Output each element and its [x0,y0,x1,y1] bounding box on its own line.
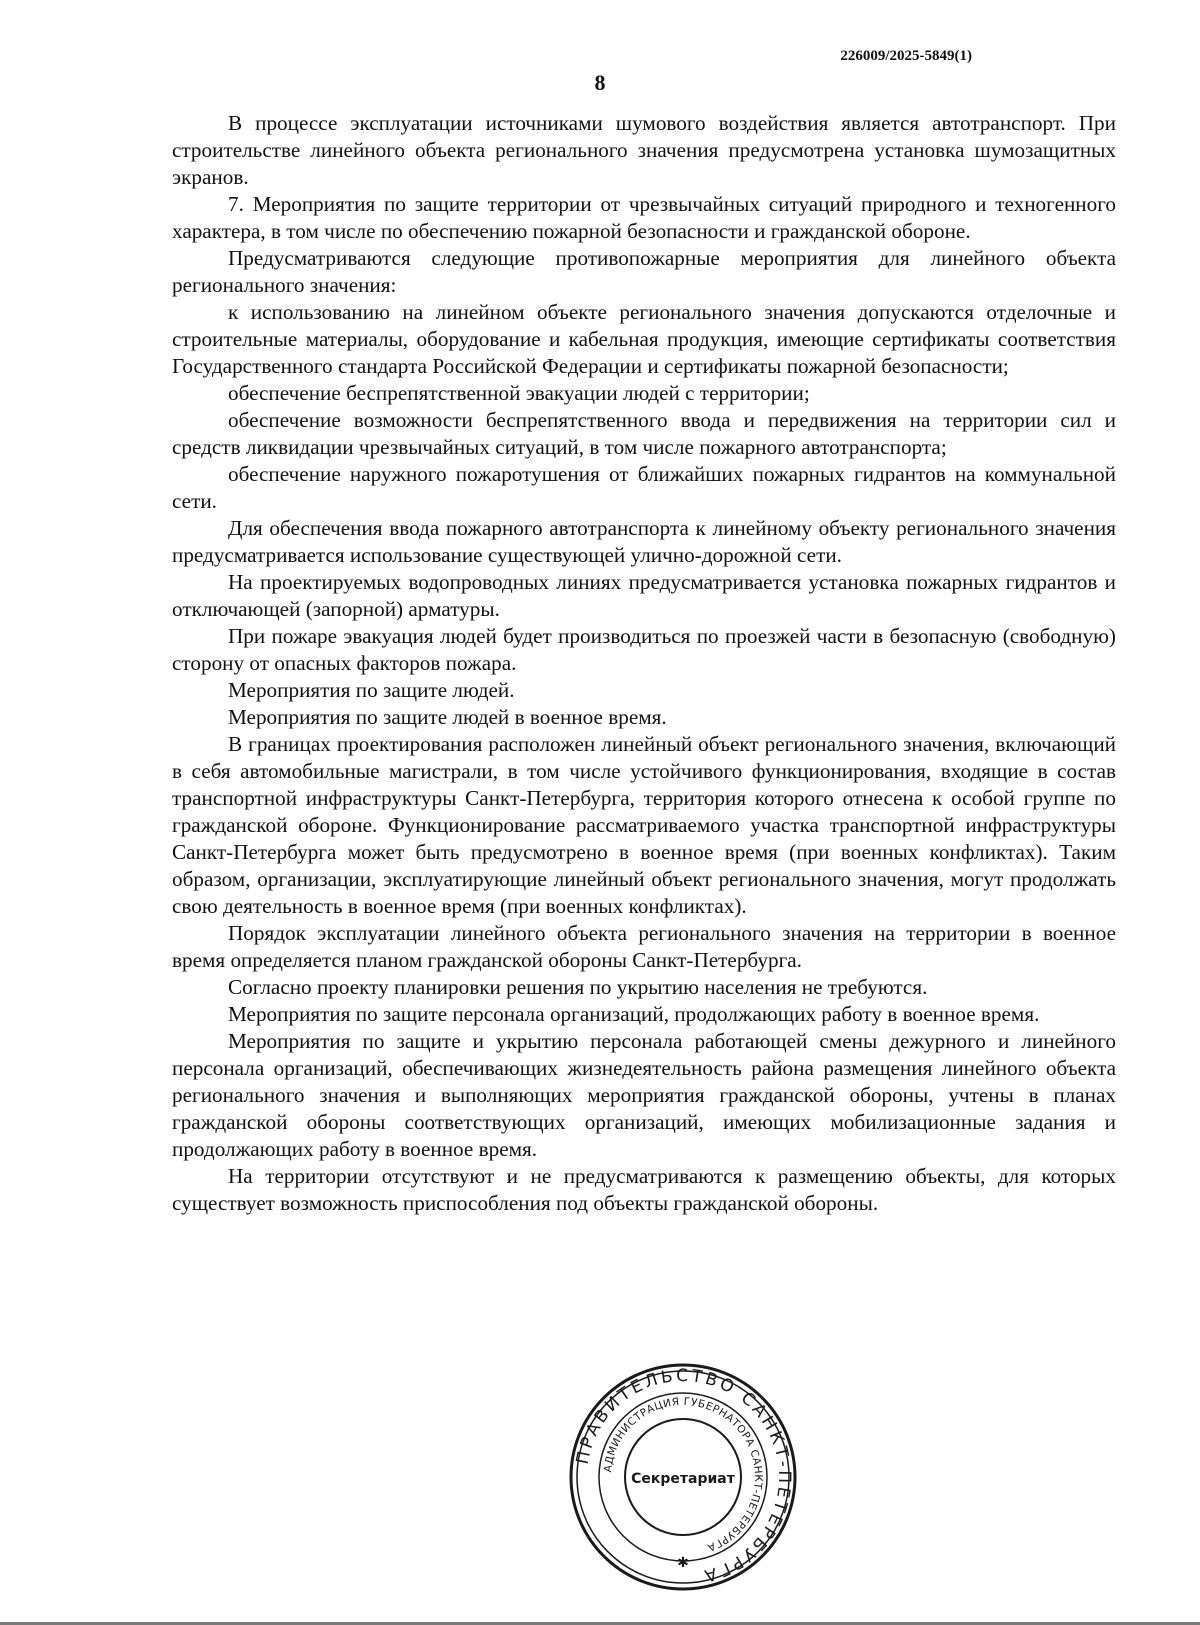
svg-text:✱: ✱ [677,1555,689,1571]
official-seal-stamp [568,1362,798,1592]
document-body [172,110,1116,1217]
document-registration-number: 226009/2025-5849(1) [840,48,972,64]
page-number: 8 [594,70,606,95]
paragraph-certified-materials: к использованию на линейном объекте регионального значения допускаются отделочные и строительные материалы, оборудование и кабельная продукция, имеющие сертификаты соответствия Государственного стандарта Российской Федерации и сертификаты пожарной безопасности; [172,300,1116,378]
svg-text:АДМИНИСТРАЦИЯ ГУБЕРНАТОРА САНК: АДМИНИСТРАЦИЯ ГУБЕРНАТОРА САНКТ-ПЕТЕРБУРГА [602,1395,765,1554]
paragraph-fire-evacuation: При пожаре эвакуация людей будет производиться по проезжей части в безопасную (свободную) сторону от опасных факторов пожара. [172,624,1116,675]
paragraph-wartime-protection: Мероприятия по защите людей в военное время. [228,705,667,729]
paragraph-fire-vehicle-access: Для обеспечения ввода пожарного автотранспорта к линейному объекту регионального значения предусматривается использование существующей улично-дорожной сети. [172,516,1116,567]
paragraph-evacuation: обеспечение беспрепятственной эвакуации людей с территории; [228,381,810,405]
paragraph-people-protection: Мероприятия по защите людей. [228,678,515,702]
paragraph-design-boundaries: В границах проектирования расположен линейный объект регионального значения, включающий в себя автомобильные магистрали, в том числе устойчивого функционирования, входящие в состав транспортной инфраструктуры Санкт-Петербурга, территория которого отнесена к особой группе по гражданской обороне. Функционирование рассматриваемого участка транспортной инфраструктуры Санкт-Петербурга может быть предусмотрено в военное время (при военных конфликтах). Таким образом, организации, эксплуатирующие линейный объект регионального значения, могут продолжать свою деятельность в военное время (при военных конфликтах). [172,732,1116,918]
paragraph-section-7-heading: 7. Мероприятия по защите территории от чрезвычайных ситуаций природного и техногенного характера, в том числе по обеспечению пожарной безопасности и гражданской обороне. [172,192,1116,243]
paragraph-noise-sources: В процессе эксплуатации источниками шумового воздействия является автотранспорт. При строительстве линейного объекта регионального значения предусмотрена установка шумозащитных экранов. [172,111,1116,189]
paragraph-hydrants: обеспечение наружного пожаротушения от ближайших пожарных гидрантов на коммунальной сети. [172,462,1116,513]
paragraph-wartime-operation: Порядок эксплуатации линейного объекта регионального значения на территории в военное время определяется планом гражданской обороны Санкт-Петербурга. [172,921,1116,972]
paragraph-shift-staff-shelter: Мероприятия по защите и укрытию персонала работающей смены дежурного и линейного персонала организаций, обеспечивающих жизнедеятельность района размещения линейного объекта регионального значения и выполняющих мероприятия гражданской обороны, учтены в планах гражданской обороны соответствующих организаций, имеющих мобилизационные задания и продолжающих работу в военное время. [172,1029,1116,1161]
paragraph-water-lines: На проектируемых водопроводных линиях предусматривается установка пожарных гидрантов и отключающей (запорной) арматуры. [172,570,1116,621]
paragraph-civil-defense-objects: На территории отсутствуют и не предусматриваются к размещению объекты, для которых существует возможность приспособления под объекты гражданской обороны. [172,1164,1116,1215]
paragraph-staff-protection: Мероприятия по защите персонала организаций, продолжающих работу в военное время. [228,1002,1040,1026]
svg-text:ПРАВИТЕЛЬСТВО САНКТ-ПЕТЕРБУРГА: ПРАВИТЕЛЬСТВО САНКТ-ПЕТЕРБУРГА [572,1365,795,1587]
paragraph-fire-measures-intro: Предусматриваются следующие противопожарные мероприятия для линейного объекта регионального значения: [172,246,1116,297]
paragraph-emergency-access: обеспечение возможности беспрепятственного ввода и передвижения на территории сил и средств ликвидации чрезвычайных ситуаций, в том числе пожарного автотранспорта; [172,408,1116,459]
svg-text:Секретариат: Секретариат [631,1471,735,1487]
paragraph-population-shelter: Согласно проекту планировки решения по укрытию населения не требуются. [228,975,928,999]
